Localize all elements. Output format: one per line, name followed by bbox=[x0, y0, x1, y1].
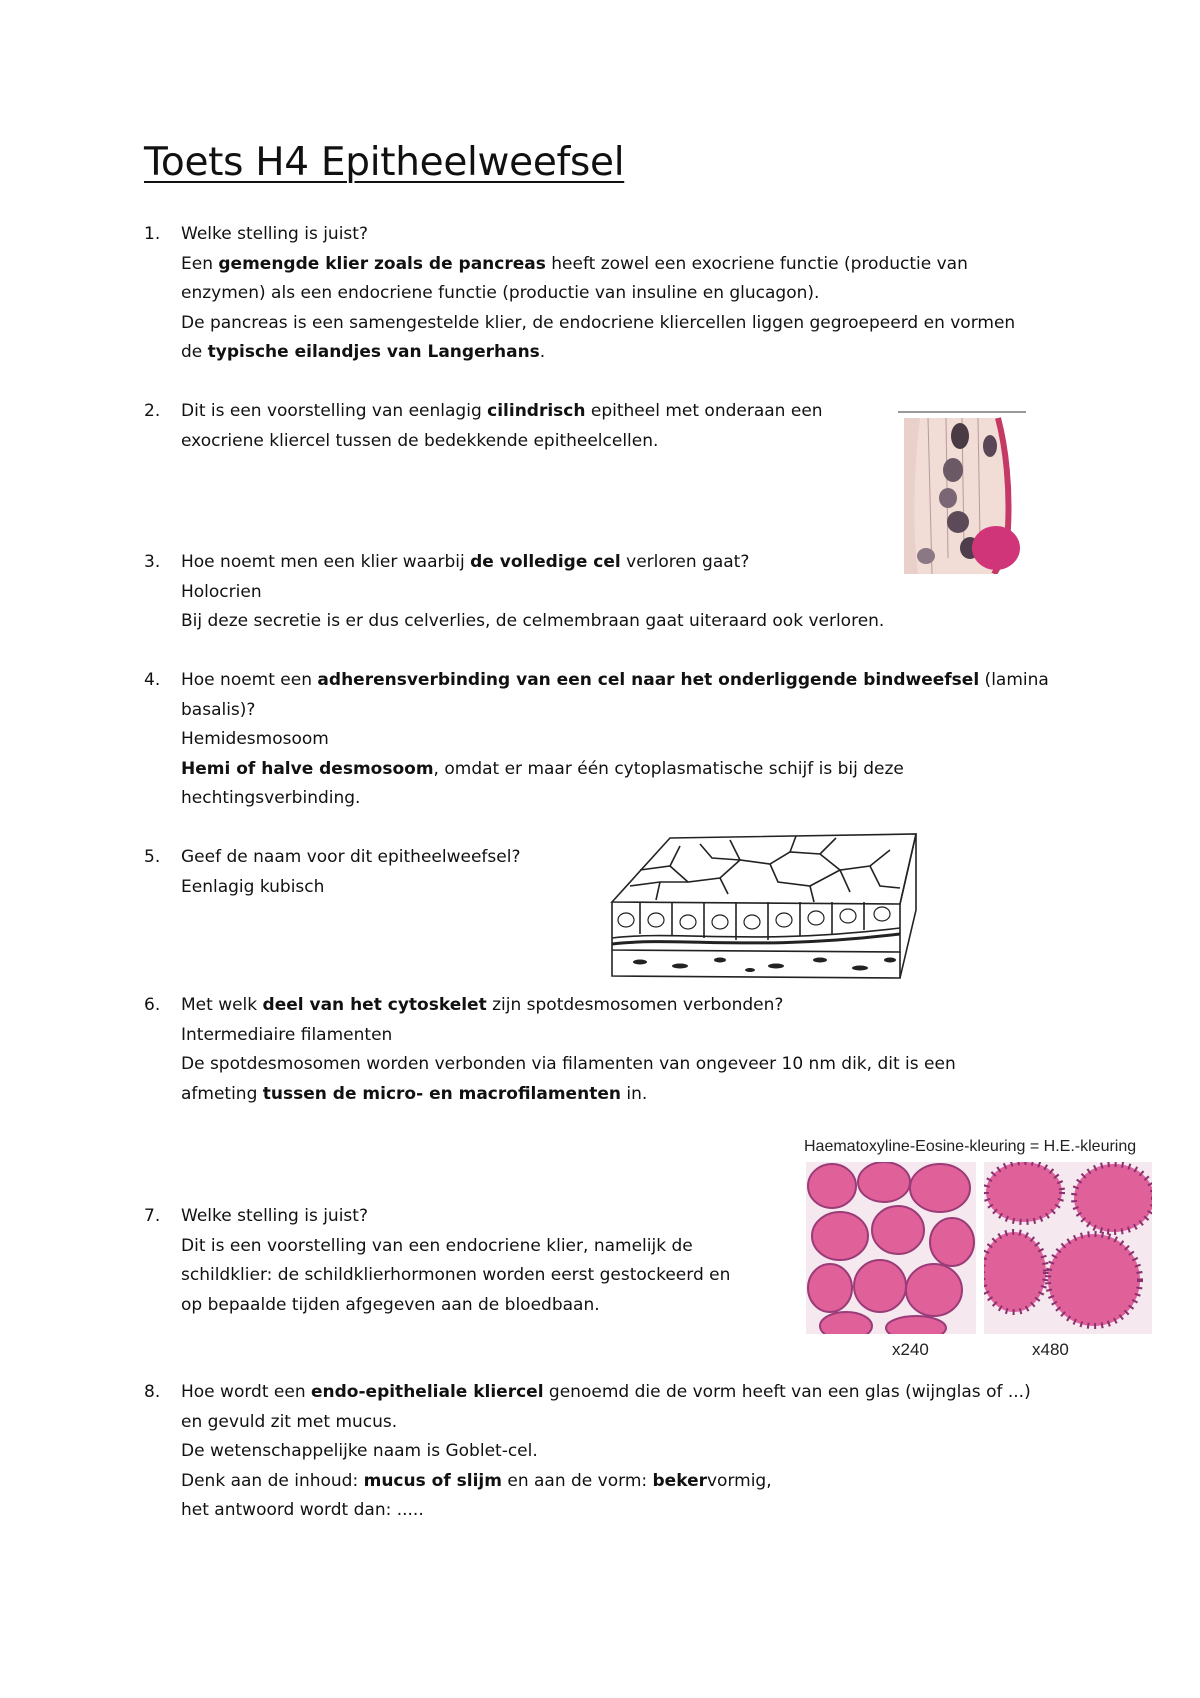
question-line bbox=[181, 725, 1049, 755]
he-mag-x480: x480 bbox=[1032, 1340, 1069, 1359]
text-segment: afmeting bbox=[181, 1083, 263, 1104]
question-line bbox=[181, 250, 1015, 280]
question-line bbox=[181, 1021, 956, 1051]
text-segment: Bij deze secretie is er dus celverlies, de celmembraan gaat uiteraard ook verloren. bbox=[181, 611, 885, 631]
text-segment: Hoe noemt men een klier waarbij bbox=[181, 552, 471, 572]
question-body bbox=[181, 220, 1015, 368]
question-line bbox=[181, 427, 823, 457]
question-line bbox=[181, 548, 884, 578]
text-segment: Geef de naam voor dit epitheelweefsel? bbox=[181, 847, 521, 867]
page-title: Toets H4 Epitheelweefsel bbox=[144, 140, 625, 185]
question-line bbox=[181, 607, 884, 637]
text-segment: Hoe noemt een bbox=[181, 670, 318, 690]
text-segment: in. bbox=[620, 1083, 648, 1104]
question-line bbox=[181, 220, 1015, 250]
question-line bbox=[181, 1080, 956, 1110]
question-body bbox=[181, 397, 823, 456]
bold-text: cilindrisch bbox=[487, 401, 586, 421]
question-line bbox=[181, 1232, 730, 1262]
question-line bbox=[181, 309, 1015, 339]
text-segment: De spotdesmosomen worden verbonden via filamenten van ongeveer 10 nm dik, dit is een bbox=[181, 1054, 956, 1074]
text-segment: Met welk bbox=[181, 995, 263, 1015]
text-segment: Eenlagig kubisch bbox=[181, 876, 325, 897]
text-segment: Hoe wordt een bbox=[181, 1382, 311, 1402]
text-segment: , omdat er maar één cytoplasmatische schijf is bij deze bbox=[433, 758, 904, 779]
question-line bbox=[181, 578, 884, 608]
text-segment: en aan de vorm: bbox=[501, 1470, 653, 1491]
question-line bbox=[181, 873, 520, 903]
question-line bbox=[181, 1378, 1031, 1408]
question-line bbox=[181, 666, 1049, 696]
thyroid-he-image-x240 bbox=[806, 1162, 976, 1334]
text-segment: genoemd die de vorm heeft van een glas (wijnglas of ...) bbox=[543, 1382, 1031, 1402]
text-segment: . bbox=[539, 342, 546, 362]
text-segment: (lamina bbox=[979, 670, 1049, 690]
text-segment: enzymen) als een endocriene functie (productie van insuline en glucagon). bbox=[181, 283, 820, 303]
question-line bbox=[181, 397, 823, 427]
he-figure-caption: Haematoxyline-Eosine-kleuring = H.E.-kleuring bbox=[804, 1138, 1137, 1155]
thyroid-he-image-x480 bbox=[984, 1162, 1152, 1334]
bold-text: tussen de micro- en macrofilamenten bbox=[262, 1083, 621, 1104]
question-line bbox=[181, 784, 1049, 814]
question-line bbox=[181, 1408, 1031, 1438]
question-line bbox=[181, 696, 1049, 726]
question-body bbox=[181, 548, 884, 637]
question-line bbox=[181, 991, 956, 1021]
text-segment: Welke stelling is juist? bbox=[181, 1206, 368, 1226]
text-segment: Dit is een voorstelling van eenlagig bbox=[181, 401, 488, 421]
text-segment: en gevuld zit met mucus. bbox=[181, 1411, 398, 1432]
question-number: 1. bbox=[144, 224, 161, 244]
bold-text: beker bbox=[652, 1470, 707, 1491]
text-segment: Intermediaire filamenten bbox=[181, 1024, 393, 1045]
question-number: 3. bbox=[144, 552, 161, 572]
question-number: 8. bbox=[144, 1382, 161, 1402]
text-segment: schildklier: de schildklierhormonen worden eerst gestockeerd en bbox=[181, 1265, 731, 1285]
question-body bbox=[181, 843, 520, 902]
question-number: 2. bbox=[144, 401, 161, 421]
question-number: 4. bbox=[144, 670, 161, 690]
bold-text: gemengde klier zoals de pancreas bbox=[218, 253, 546, 274]
question-line bbox=[181, 1050, 956, 1080]
text-segment: verloren gaat? bbox=[620, 552, 750, 572]
question-line bbox=[181, 1202, 730, 1232]
text-segment: De pancreas is een samengestelde klier, de endocriene kliercellen liggen gegroepeerd en vormen bbox=[181, 312, 1016, 333]
bold-text: adherensverbinding van een cel naar het onderliggende bindweefsel bbox=[317, 670, 980, 690]
text-segment: hechtingsverbinding. bbox=[181, 788, 361, 808]
text-segment: de bbox=[181, 342, 208, 362]
text-segment: Denk aan de inhoud: bbox=[181, 1470, 364, 1491]
text-segment: heeft zowel een exocriene functie (productie van bbox=[545, 253, 968, 274]
question-line bbox=[181, 1496, 1031, 1526]
question-line bbox=[181, 279, 1015, 309]
question-body bbox=[181, 1378, 1031, 1526]
question-line bbox=[181, 1261, 730, 1291]
bold-text: de volledige cel bbox=[470, 552, 621, 572]
text-segment: het antwoord wordt dan: ..... bbox=[181, 1500, 424, 1520]
question-body bbox=[181, 666, 1049, 814]
text-segment: De wetenschappelijke naam is Goblet-cel. bbox=[181, 1441, 538, 1461]
text-segment: Dit is een voorstelling van een endocriene klier, namelijk de bbox=[181, 1235, 693, 1256]
text-segment: epitheel met onderaan een bbox=[585, 401, 823, 421]
bold-text: deel van het cytoskelet bbox=[262, 995, 487, 1015]
text-segment: Hemidesmosoom bbox=[181, 729, 329, 749]
question-line bbox=[181, 338, 1015, 368]
bold-text: Hemi of halve desmosoom bbox=[181, 758, 434, 779]
bold-text: mucus of slijm bbox=[363, 1470, 502, 1491]
question-line bbox=[181, 1467, 1031, 1497]
columnar-epithelium-image bbox=[898, 408, 1028, 574]
bold-text: endo-epitheliale kliercel bbox=[311, 1382, 544, 1402]
question-line bbox=[181, 843, 520, 873]
question-line bbox=[181, 755, 1049, 785]
question-number: 6. bbox=[144, 995, 161, 1015]
text-segment: basalis)? bbox=[181, 699, 256, 720]
text-segment: op bepaalde tijden afgegeven aan de bloedbaan. bbox=[181, 1294, 600, 1315]
question-line bbox=[181, 1437, 1031, 1467]
bold-text: typische eilandjes van Langerhans bbox=[207, 342, 540, 362]
he-mag-x240: x240 bbox=[892, 1340, 929, 1359]
question-line bbox=[181, 1291, 730, 1321]
text-segment: Holocrien bbox=[181, 581, 262, 602]
question-body bbox=[181, 991, 956, 1109]
question-number: 5. bbox=[144, 847, 161, 867]
text-segment: Welke stelling is juist? bbox=[181, 224, 368, 244]
text-segment: vormig, bbox=[706, 1470, 772, 1491]
question-body bbox=[181, 1202, 730, 1320]
cuboidal-epithelium-drawing bbox=[600, 830, 920, 980]
text-segment: Een bbox=[181, 253, 219, 274]
question-number: 7. bbox=[144, 1206, 161, 1226]
text-segment: zijn spotdesmosomen verbonden? bbox=[486, 995, 784, 1015]
text-segment: exocriene kliercel tussen de bedekkende epitheelcellen. bbox=[181, 430, 659, 451]
